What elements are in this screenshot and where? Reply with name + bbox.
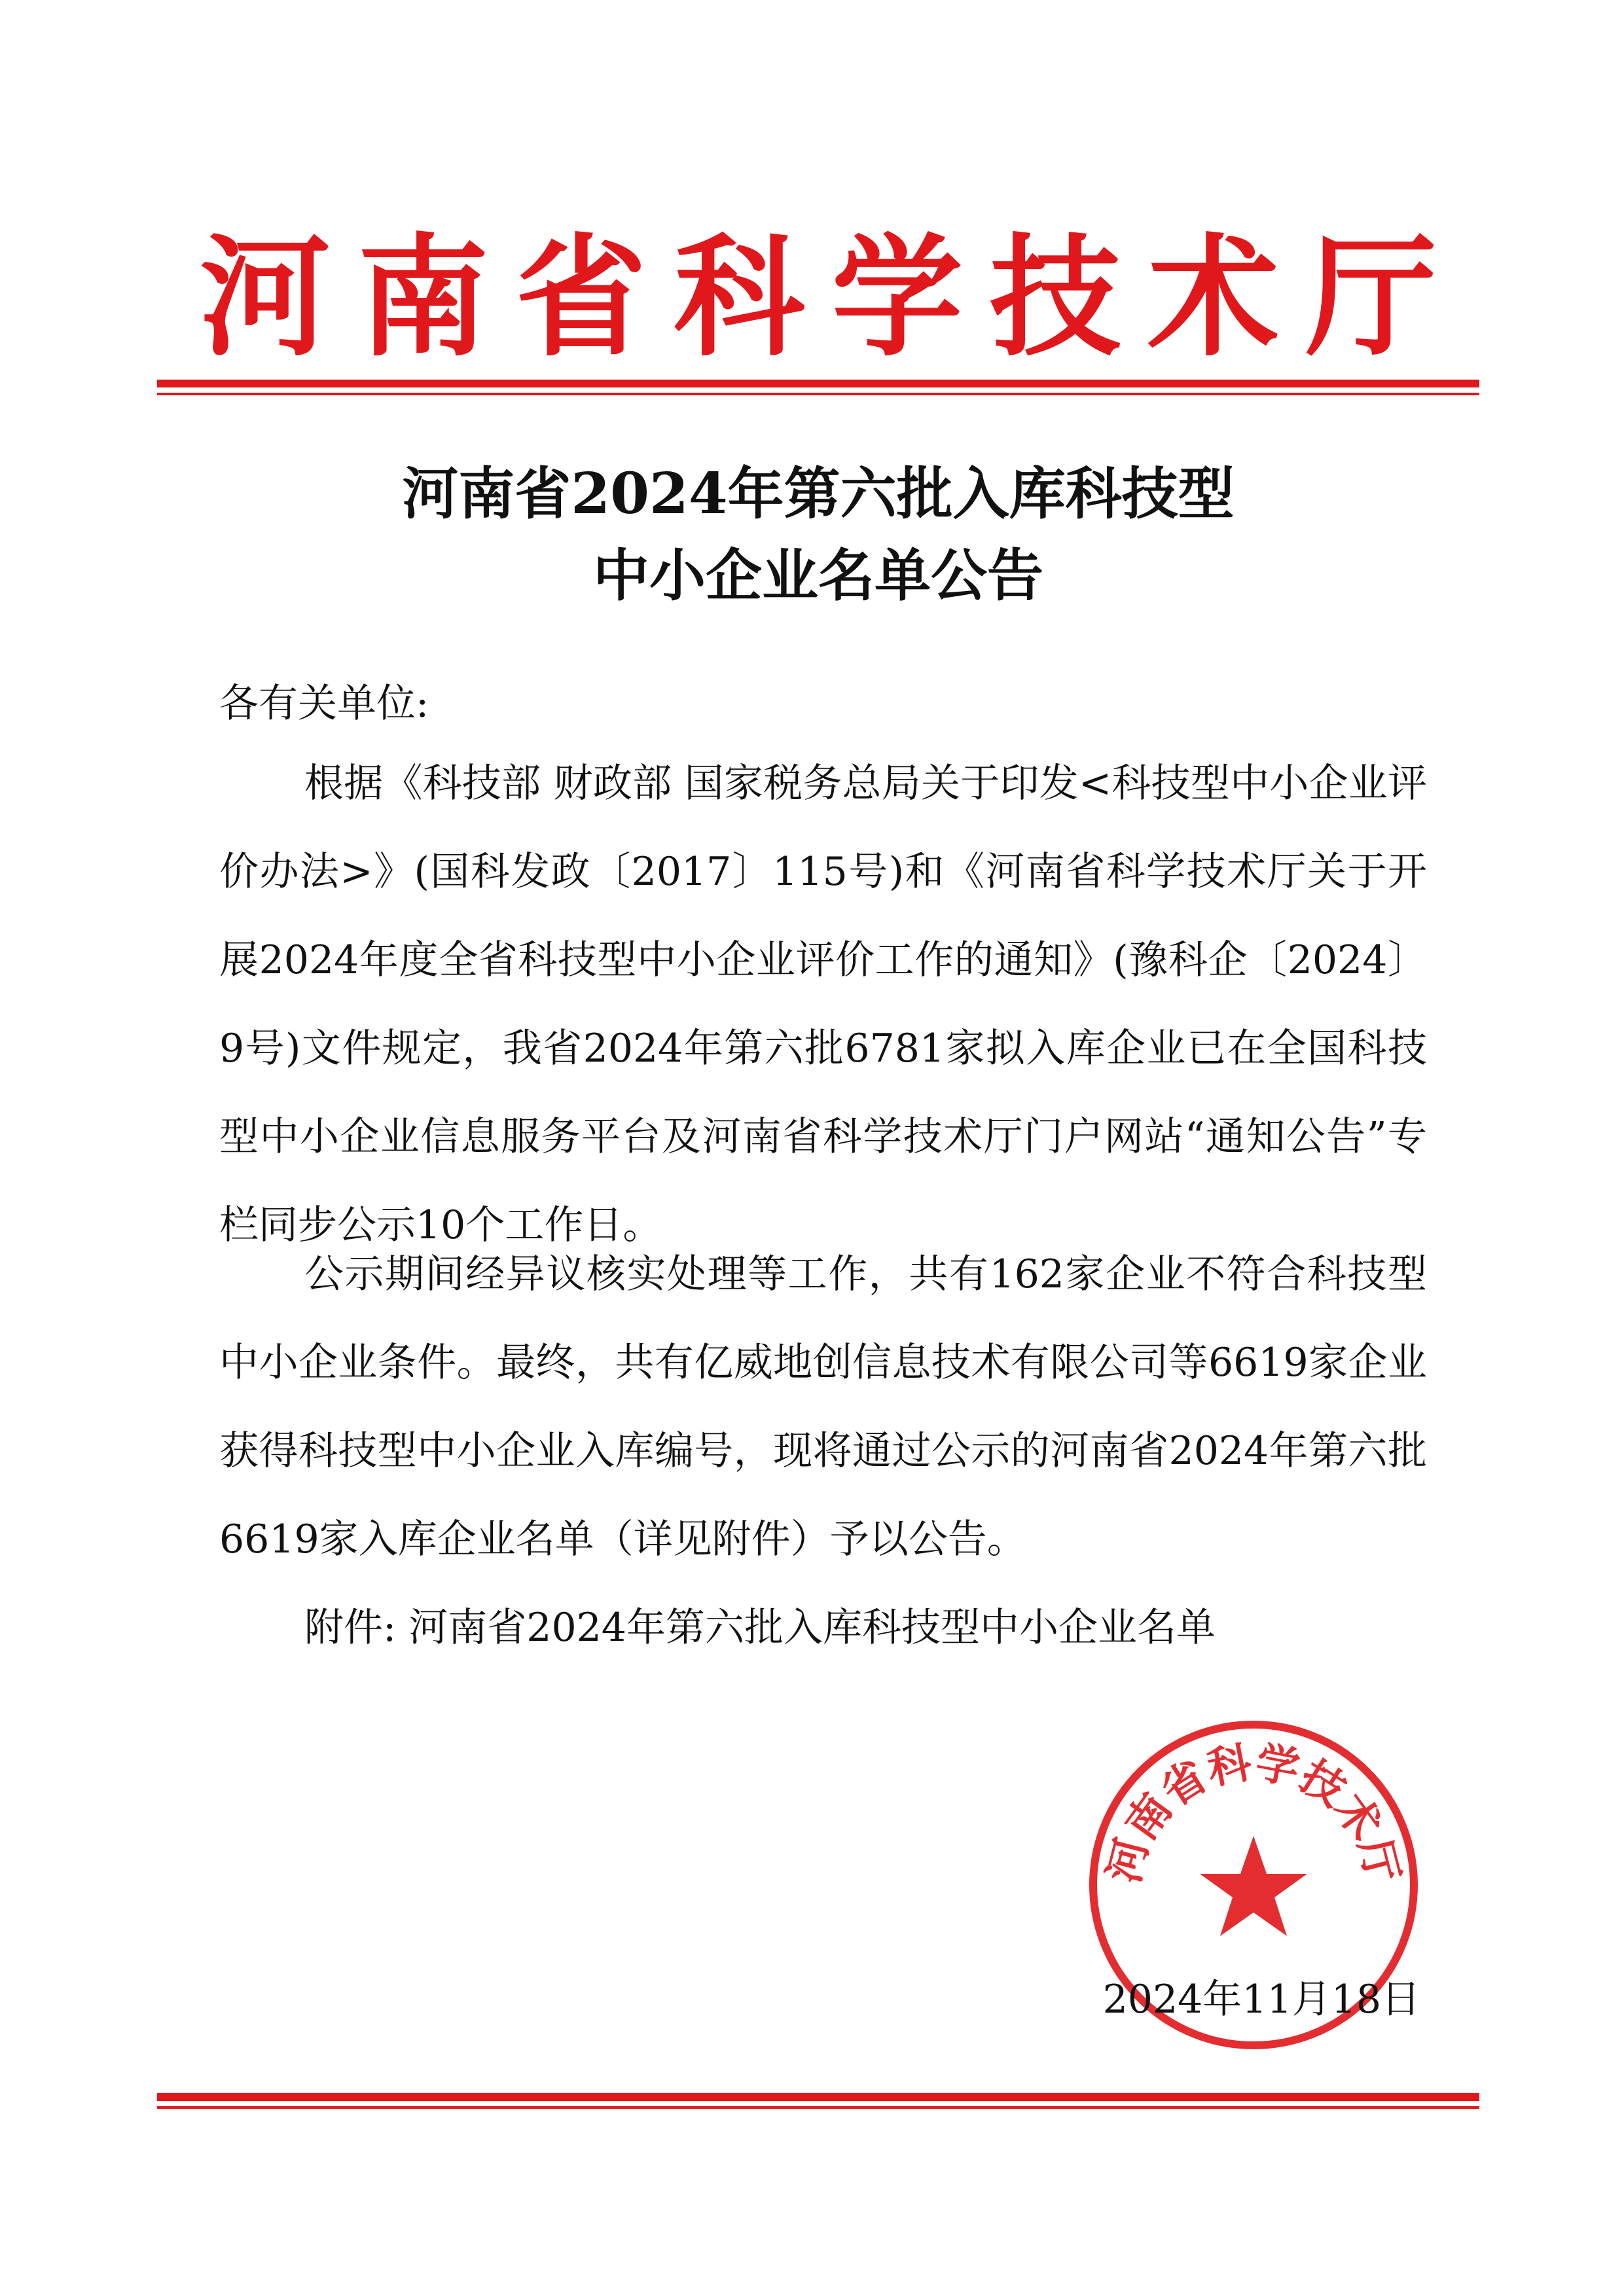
document-title-line1: 河南省2024年第六批入库科技型 bbox=[402, 461, 1235, 527]
addressee: 各有关单位: bbox=[219, 681, 429, 726]
masthead-char: 学 bbox=[831, 221, 963, 374]
seal-star-icon bbox=[1200, 1836, 1307, 1936]
seal-text-path: 河南省科学技术厅 bbox=[1098, 1736, 1409, 1888]
masthead-char: 术 bbox=[1147, 221, 1279, 374]
attachment-note: 附件: 河南省2024年第六批入库科技型中小企业名单 bbox=[304, 1605, 1216, 1651]
footer-rule-thin bbox=[157, 2106, 1479, 2109]
masthead-char: 技 bbox=[990, 221, 1121, 374]
header-rule-thin bbox=[157, 393, 1479, 395]
issue-date: 2024年11月18日 bbox=[1102, 1977, 1420, 2022]
header-rule-thick bbox=[157, 380, 1479, 387]
masthead-char: 河 bbox=[199, 221, 331, 374]
body-paragraph-1: 根据《科技部 财政部 国家税务总局关于印发<科技型中小企业评价办法>》(国科发政〔2017〕115号)和《河南省科学技术厅关于开展2024年度全省科技型中小企业评价工作的通知》(豫科企〔2024〕9号)文件规定，我省2024年第六批6781家拟入库企业已在全国科技型中小企业信息服务平台及河南省科学技术厅门户网站“通知公告”专栏同步公示10个工作日。 bbox=[219, 761, 1427, 1248]
footer-rule-thick bbox=[157, 2093, 1479, 2101]
masthead-char: 厅 bbox=[1305, 221, 1437, 374]
masthead bbox=[196, 221, 1440, 374]
masthead-char: 省 bbox=[515, 221, 647, 374]
body-paragraph-2: 公示期间经异议核实处理等工作，共有162家企业不符合科技型中小企业条件。最终，共有亿威地创信息技术有限公司等6619家企业获得科技型中小企业入库编号，现将通过公示的河南省2024年第六批6619家入库企业名单（详见附件）予以公告。 bbox=[219, 1251, 1427, 1562]
masthead-char: 南 bbox=[357, 221, 489, 374]
masthead-char: 科 bbox=[674, 221, 805, 374]
document-title-line2: 中小企业名单公告 bbox=[593, 543, 1043, 609]
